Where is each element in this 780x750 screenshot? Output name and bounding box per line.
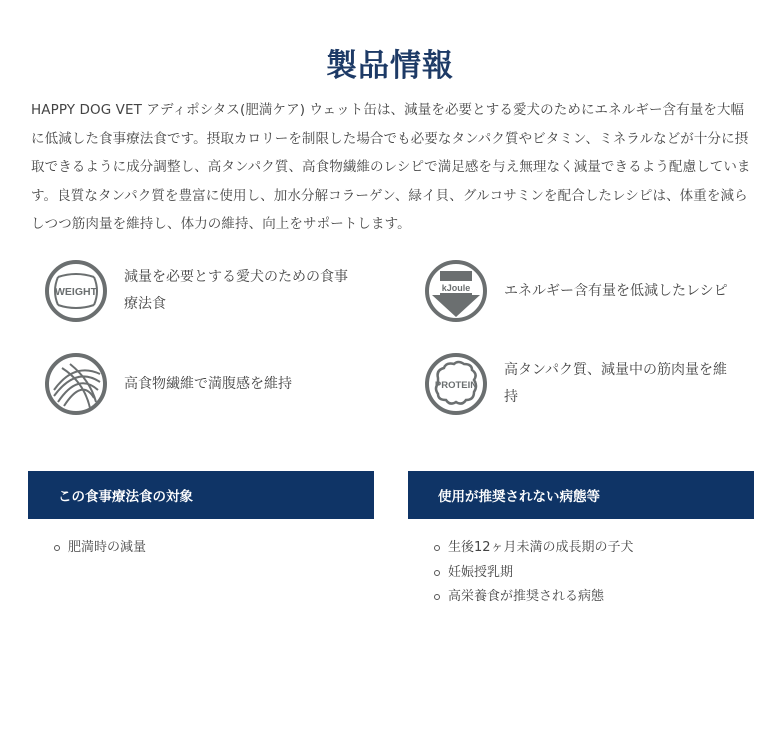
not-recommended-panel-heading: 使用が推奨されない病態等 <box>408 471 754 519</box>
bullet-icon <box>434 545 440 551</box>
feature-text: 高食物繊維で満腹感を維持 <box>124 375 292 392</box>
bullet-icon <box>434 594 440 600</box>
target-panel-heading: この食事療法食の対象 <box>28 471 374 519</box>
product-description: HAPPY DOG VET アディポシタス(肥満ケア) ウェット缶は、減量を必要とする愛犬のためにエネルギー含有量を大幅に低減した食事療法食です。摂取カロリーを制限した場合でも必要なタンパク質やビタミン、ミネラルなどが十分に摂取できるように成分調整し、高タンパク質、高食物繊維のレシピで満足感を与え無理なく減量できるよう配慮しています。良質なタンパク質を豊富に使用し、加水分解コラーゲン、緑イ貝、グルコサミンを配合したレシピは、体重を減らしつつ筋肉量を維持し、体力の維持、向上をサポートします。 <box>31 102 751 232</box>
feature-fiber <box>44 352 364 416</box>
kjoule-icon <box>424 259 488 323</box>
feature-text: 高タンパク質、減量中の筋肉量を維持 <box>504 362 728 405</box>
bullet-icon <box>434 570 440 576</box>
bullet-icon <box>54 545 60 551</box>
svg-text:kJoule: kJoule <box>441 283 471 293</box>
list-item: 生後12ヶ月未満の成長期の子犬 <box>434 536 634 561</box>
fiber-icon <box>44 352 108 416</box>
feature-protein <box>424 352 730 416</box>
feature-text: エネルギー含有量を低減したレシピ <box>504 282 728 299</box>
list-item: 妊娠授乳期 <box>434 561 634 586</box>
list-item: 高栄養食が推奨される病態 <box>434 585 634 610</box>
target-list <box>54 536 146 561</box>
feature-text: 減量を必要とする愛犬のための食事療法食 <box>124 269 348 312</box>
protein-icon <box>424 352 488 416</box>
feature-kjoule <box>424 259 744 323</box>
feature-weight <box>44 259 350 323</box>
list-item: 肥満時の減量 <box>54 536 146 561</box>
svg-text:WEIGHT: WEIGHT <box>55 286 97 298</box>
weight-icon <box>44 259 108 323</box>
page-title: 製品情報 <box>326 48 454 84</box>
not-recommended-list <box>434 536 634 610</box>
svg-text:PROTEIN: PROTEIN <box>434 380 478 391</box>
